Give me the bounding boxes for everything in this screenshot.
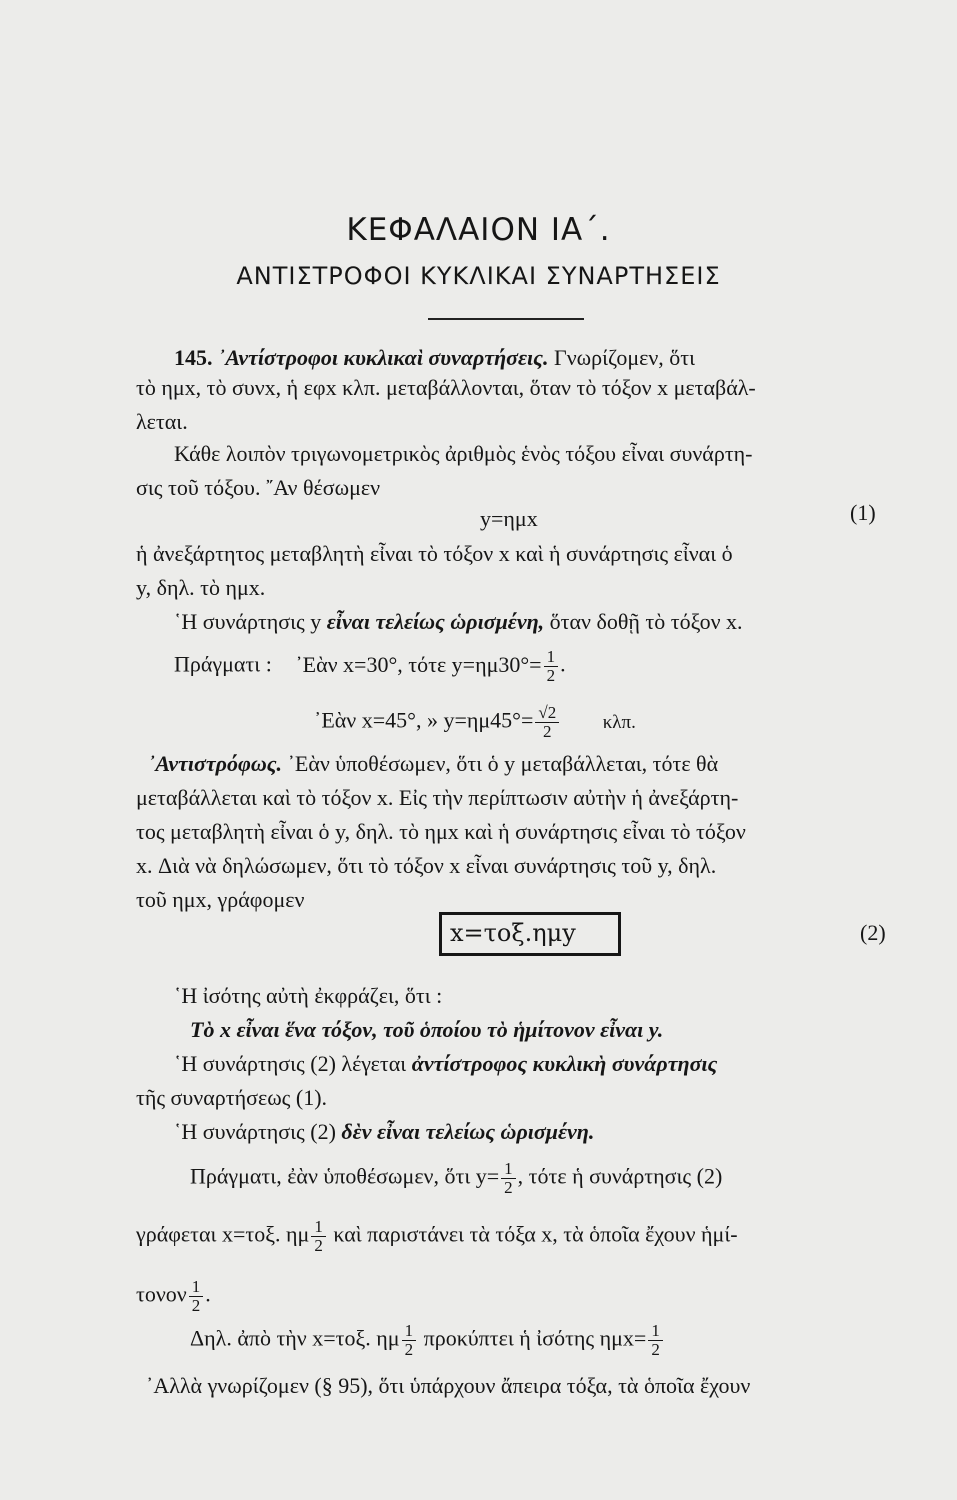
text-span: τονον: [136, 1281, 187, 1307]
emphasis-text: δὲν εἶναι τελείως ὡρισμένη.: [341, 1119, 595, 1144]
section-number: 145.: [174, 345, 213, 370]
text-span: Δηλ. ἀπὸ τὴν x=τοξ. ημ: [190, 1325, 400, 1351]
chapter-title: ΚΕΦΑΛΑΙΟΝ ΙΑ΄.: [346, 212, 611, 248]
chapter-subtitle: ΑΝΤΙΣΤΡΟΦΟΙ ΚΥΚΛΙΚΑΙ ΣΥΝΑΡΤΗΣΕΙΣ: [236, 262, 721, 290]
paragraph-line: σις τοῦ τόξου. ῎Αν θέσωμεν: [136, 475, 381, 500]
paragraph-line: y, δηλ. τὸ ημx.: [136, 575, 266, 600]
divider: [428, 318, 584, 320]
text-span: , τότε ἡ συνάρτησις (2): [517, 1163, 723, 1189]
paragraph-line: [190, 1160, 722, 1197]
text-span: .: [560, 651, 566, 677]
paragraph-line: τοῦ ημx, γράφομεν: [136, 887, 305, 912]
paragraph-line: [136, 1278, 211, 1315]
paragraph-line: τος μεταβλητὴ εἶναι ὁ y, δηλ. τὸ ημx καὶ ἡ συνάρτησις εἶναι τὸ τόξον: [136, 819, 746, 844]
fraction: $\frac{1}{2}$: [311, 1218, 326, 1255]
text-span: ὅταν δοθῇ τὸ τόξον x.: [549, 609, 743, 634]
paragraph-line: [148, 750, 718, 778]
text-span: προκύπτει ἡ ἰσότης ημx=: [423, 1325, 647, 1351]
paragraph-line: μεταβάλλεται καὶ τὸ τόξον x. Εἰς τὴν περίπτωσιν αὐτὴν ἡ ἀνεξάρτη-: [136, 785, 739, 810]
fraction: $\frac{1}{2}$: [189, 1278, 204, 1315]
paragraph-line: [174, 608, 743, 636]
paragraph-line: Κάθε λοιπὸν τριγωνομετρικὸς ἀριθμὸς ἑνὸς τόξου εἶναι συνάρτη-: [174, 441, 753, 466]
text-span: Πράγματι, ἐὰν ὑποθέσωμεν, ὅτι y=: [190, 1163, 500, 1189]
fraction: $\frac{√2}{2}$: [535, 704, 559, 741]
paragraph-text: Γνωρίζομεν, ὅτι: [553, 345, 696, 370]
example-line: [314, 704, 636, 741]
example-line: [174, 648, 566, 685]
fraction: $\frac{1}{2}$: [544, 648, 559, 685]
section-heading: ᾿Αντίστροφοι κυκλικαὶ συναρτήσεις.: [218, 345, 549, 370]
paragraph-line: [190, 1322, 665, 1359]
paragraph-line: τῆς συναρτήσεως (1).: [136, 1085, 328, 1110]
text-span: ᾿Εὰν ὑποθέσωμεν, ὅτι ὁ y μεταβάλλεται, τότε θὰ: [287, 751, 719, 776]
text-span: ᾿Εὰν x=45°, » y=ημ45°=: [314, 707, 534, 733]
fraction: $\frac{1}{2}$: [501, 1160, 516, 1197]
text-span: καὶ παριστάνει τὰ τόξα x, τὰ ὁποῖα ἔχουν ἡμί-: [333, 1221, 738, 1247]
text-span: ῾Η συνάρτησις y: [174, 609, 322, 634]
fraction: $\frac{1}{2}$: [402, 1322, 417, 1359]
boxed-equation: [439, 912, 621, 956]
text-span: γράφεται x=τοξ. ημ: [136, 1221, 310, 1247]
text-span: .: [205, 1281, 211, 1307]
emphasis-line: Τὸ x εἶναι ἕνα τόξον, τοῦ ὁποίου τὸ ἡμίτονον εἶναι y.: [190, 1017, 664, 1042]
paragraph-line: τὸ ημx, τὸ συνx, ἡ εφx κλπ. μεταβάλλονται, ὅταν τὸ τόξον x μεταβάλ-: [136, 375, 756, 400]
paragraph-line: [136, 1218, 738, 1255]
text-span: κλπ.: [602, 711, 636, 733]
equation-2-label: (2): [860, 920, 886, 945]
text-span: ῾Η συνάρτησις (2) λέγεται: [174, 1051, 407, 1076]
paragraph-line: [174, 1050, 717, 1078]
equation-1-label: (1): [850, 500, 876, 525]
paragraph-line: ἡ ἀνεξάρτητος μεταβλητὴ εἶναι τὸ τόξον x καὶ ἡ συνάρτησις εἶναι ὁ: [136, 541, 733, 566]
emphasis-text: ᾿Αντιστρόφως.: [148, 751, 283, 776]
paragraph-line: λεται.: [136, 409, 188, 434]
emphasis-text: ἀντίστροφος κυκλικὴ συνάρτησις: [411, 1051, 718, 1076]
paragraph-line: ῾Η ἰσότης αὐτὴ ἐκφράζει, ὅτι :: [174, 983, 443, 1008]
fraction: $\frac{1}{2}$: [648, 1322, 663, 1359]
text-span: Πράγματι :: [174, 651, 272, 677]
emphasis-text: εἶναι τελείως ὡρισμένη,: [326, 609, 545, 634]
paragraph-line: x. Διὰ νὰ δηλώσωμεν, ὅτι τὸ τόξον x εἶναι συνάρτησις τοῦ y, δηλ.: [136, 853, 717, 878]
equation-1: y=ημx: [480, 506, 538, 531]
paragraph-line: [174, 1118, 594, 1146]
paragraph-line: ᾿Αλλὰ γνωρίζομεν (§ 95), ὅτι ὑπάρχουν ἄπειρα τόξα, τὰ ὁποῖα ἔχουν: [146, 1373, 751, 1398]
text-span: ῾Η συνάρτησις (2): [174, 1119, 336, 1144]
text-span: ᾿Εὰν x=30°, τότε y=ημ30°=: [295, 651, 542, 677]
section-heading-line: [174, 344, 695, 372]
equation-2: x=τοξ.ημy: [450, 919, 576, 947]
